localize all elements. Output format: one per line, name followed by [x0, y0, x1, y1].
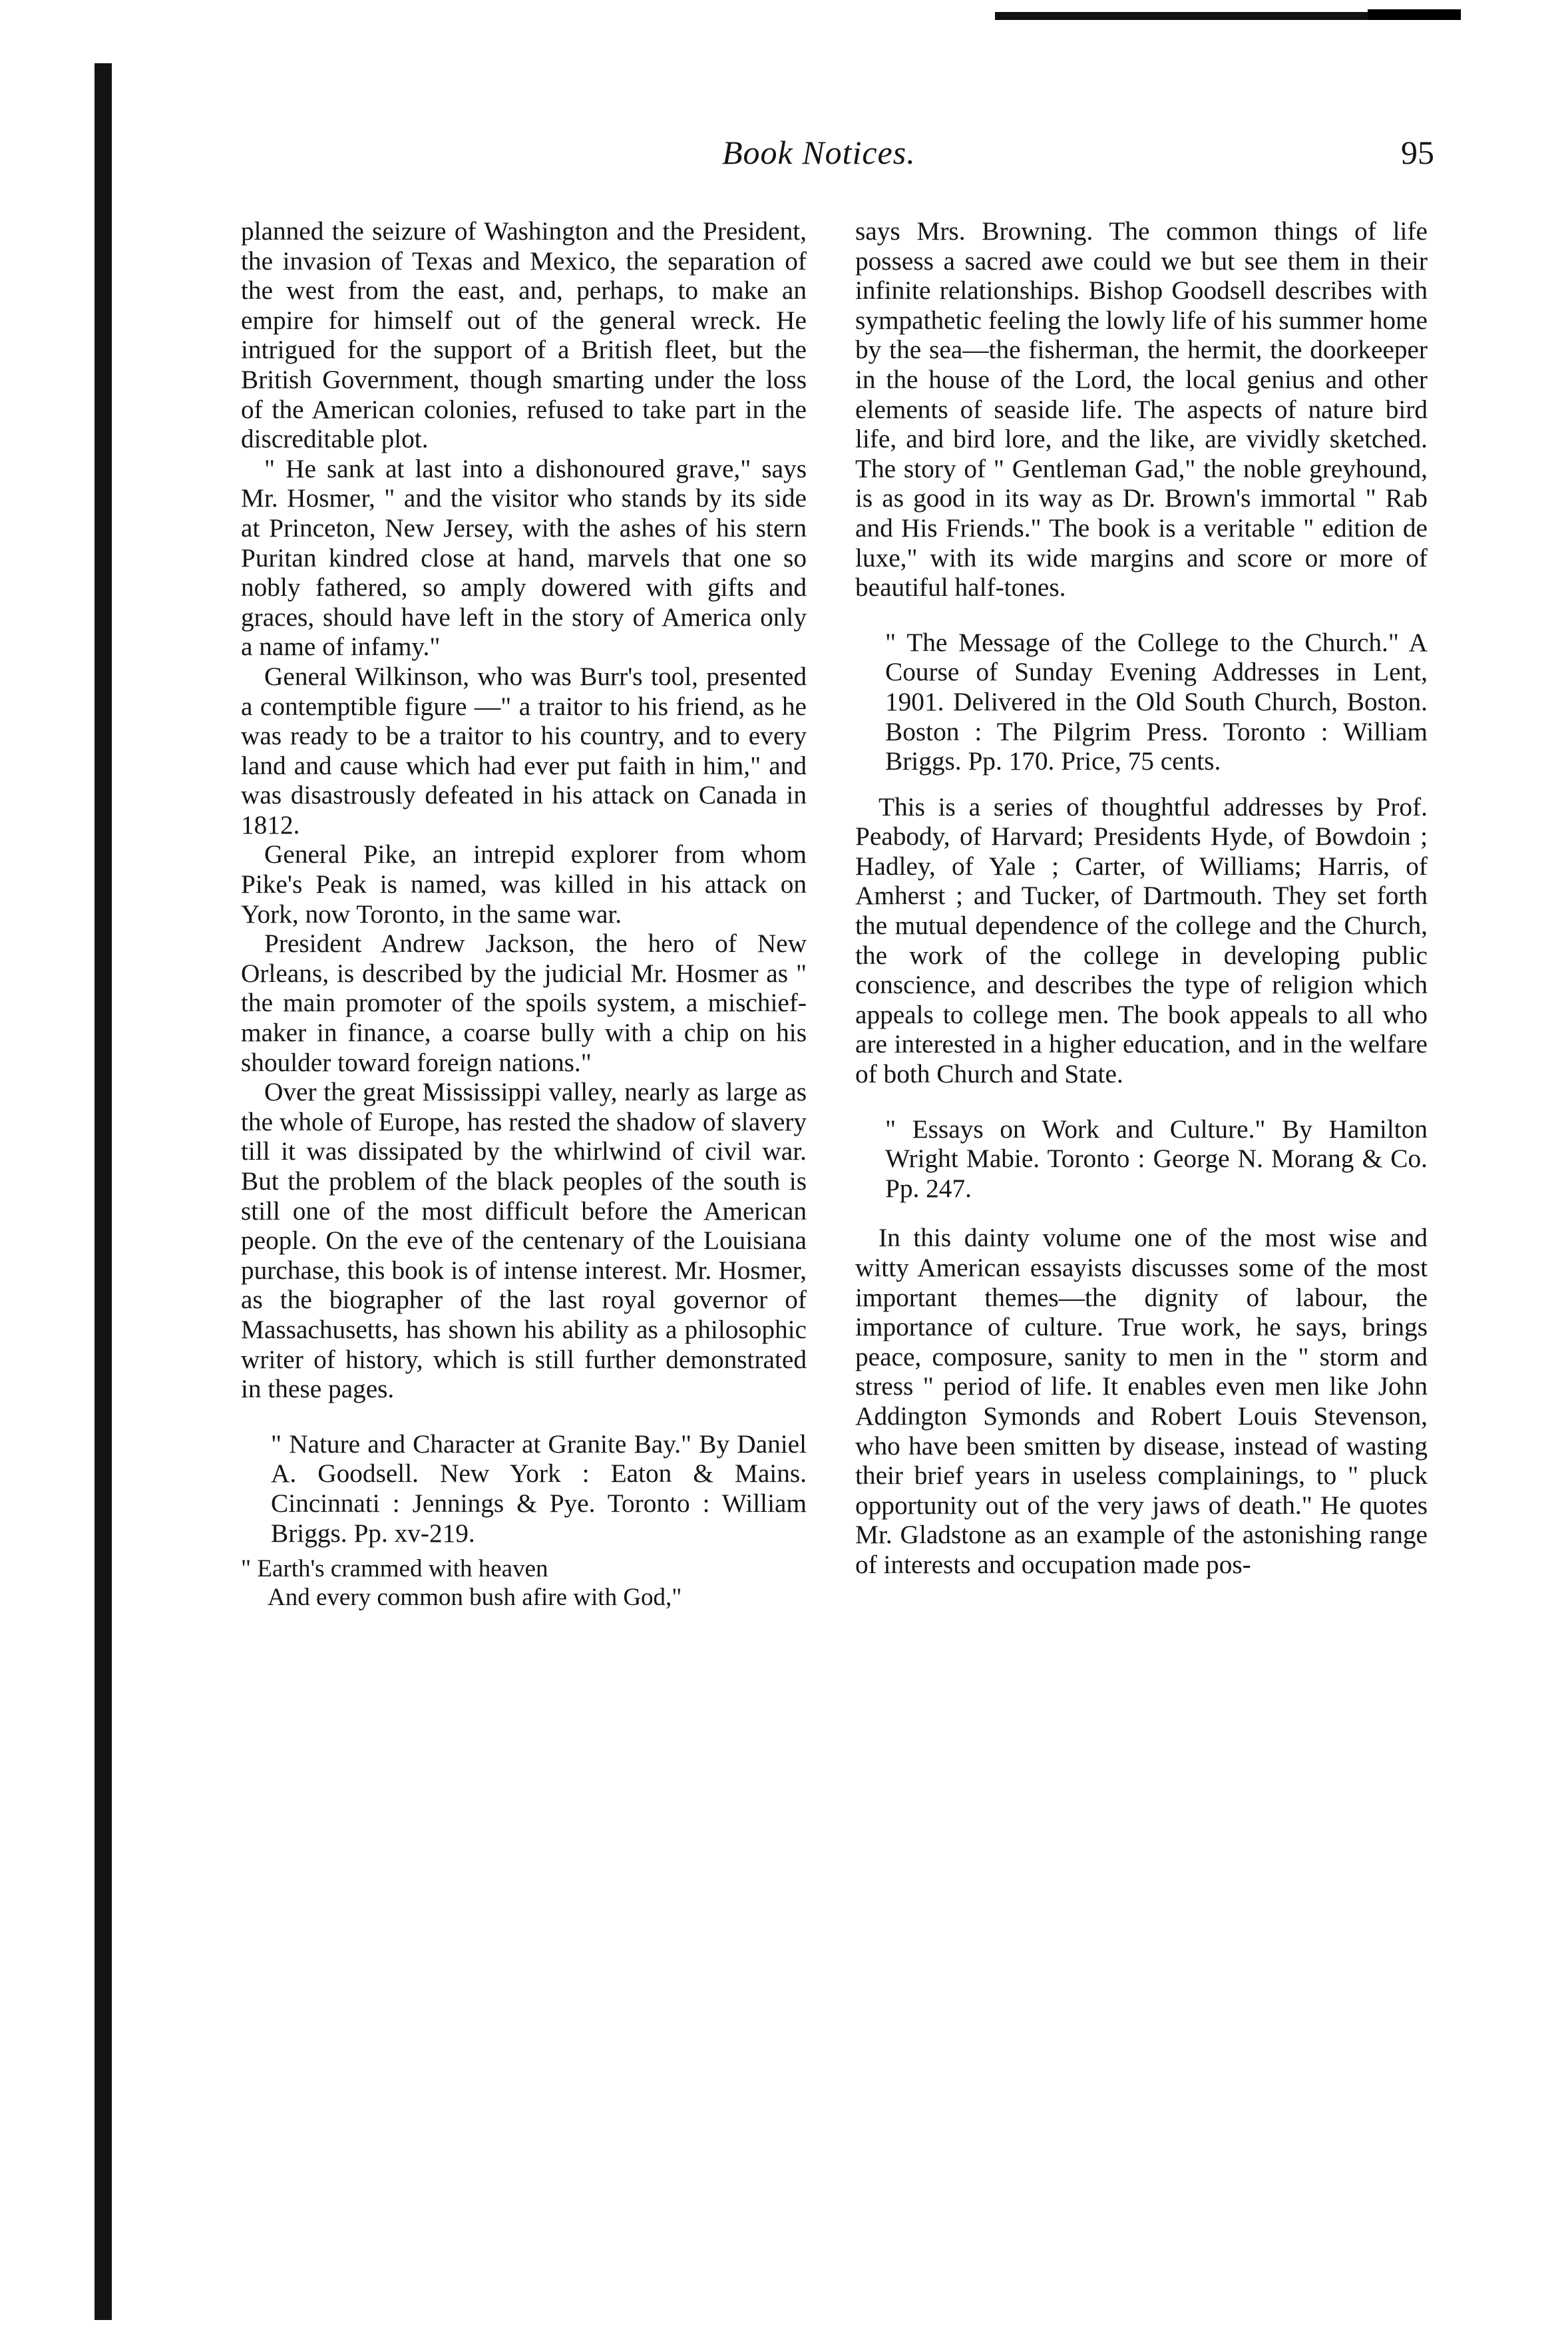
paragraph: President Andrew Jackson, the hero of New Orleans, is described by the judicial Mr. Hosmer as " the main promoter of the spoils system, a mischief-maker in finance, a coarse bully with a chip on his shoulder toward foreign nations." — [241, 929, 807, 1077]
paragraph: planned the seizure of Washington and the President, the invasion of Texas and Mexico, the separation of the west from the east, and, perhaps, to make an empire for himself out of the general wreck. He intrigued for the support of a British fleet, but the British Government, though smarting under the loss of the American colonies, refused to take part in the discreditable plot. — [241, 216, 807, 454]
paragraph: General Pike, an intrepid explorer from whom Pike's Peak is named, was killed in his attack on York, now Toronto, in the same war. — [241, 839, 807, 929]
book-citation: " Essays on Work and Culture." By Hamilton Wright Mabie. Toronto : George N. Morang & Co. Pp. 247. — [885, 1114, 1428, 1203]
book-citation: " Nature and Character at Granite Bay." By Daniel A. Goodsell. New York : Eaton & Mains. Cincinnati : Jennings & Pye. Toronto : William Briggs. Pp. xv-219. — [271, 1429, 807, 1548]
paragraph: Over the great Mississippi valley, nearly as large as the whole of Europe, has rested the shadow of slavery till it was dissipated by the whirlwind of civil war. But the problem of the black peoples of the south is still one of the most difficult before the American people. On the eve of the centenary of the Louisiana purchase, this book is of intense interest. Mr. Hosmer, as the biographer of the last royal governor of Massachusetts, has shown his ability as a philosophic writer of history, which is still further demonstrated in these pages. — [241, 1077, 807, 1404]
paragraph: This is a series of thoughtful addresses by Prof. Peabody, of Harvard; Presidents Hyde, of Bowdoin ; Hadley, of Yale ; Carter, of Williams; Harris, of Amherst ; and Tucker, of Dartmouth. They set forth the mutual dependence of the college and the Church, the work of the college in developing public conscience, and describes the type of religion which appeals to college men. The book appeals to all who are interested in a higher education, and in the welfare of both Church and State. — [855, 792, 1428, 1089]
right-column — [855, 216, 1428, 1580]
page-number: 95 — [1401, 134, 1434, 171]
scan-edge-bar — [95, 63, 112, 2320]
paragraph: says Mrs. Browning. The common things of life possess a sacred awe could we but see them in their infinite relationships. Bishop Goodsell describes with sympathetic feeling the lowly life of his summer home by the sea—the fisherman, the hermit, the doorkeeper in the house of the Lord, the local genius and other elements of seaside life. The aspects of nature bird life, and bird lore, and the like, are vividly sketched. The story of " Gentleman Gad," the noble greyhound, is as good in its way as Dr. Brown's immortal " Rab and His Friends." The book is a veritable " edition de luxe," with its wide margins and score or more of beautiful half-tones. — [855, 216, 1428, 602]
quote-line: " Earth's crammed with heaven — [241, 1555, 548, 1583]
paragraph: General Wilkinson, who was Burr's tool, presented a contemptible figure —" a traitor to his friend, as he was ready to be a traitor to his country, and to every land and cause which had ever put faith in him," and was disastrously defeated in his attack on Canada in 1812. — [241, 661, 807, 839]
poem-quote — [241, 1554, 807, 1612]
left-column — [241, 216, 807, 1612]
book-citation: " The Message of the College to the Church." A Course of Sunday Evening Addresses in Lent, 1901. Delivered in the Old South Church, Boston. Boston : The Pilgrim Press. Toronto : William Briggs. Pp. 170. Price, 75 cents. — [885, 627, 1428, 776]
quote-line: And every common bush afire with God," — [268, 1584, 682, 1612]
top-rule — [995, 12, 1461, 20]
paragraph: In this dainty volume one of the most wise and witty American essayists discusses some of the most important themes—the dignity of labour, the importance of culture. True work, he says, brings peace, composure, sanity to men in the " storm and stress " period of life. It enables even men like John Addington Symonds and Robert Louis Stevenson, who have been smitten by disease, instead of wasting their brief years in useless complainings, to " pluck opportunity out of the very jaws of death." He quotes Mr. Gladstone as an example of the astonishing range of interests and occupation made pos- — [855, 1223, 1428, 1579]
paragraph: " He sank at last into a dishonoured grave," says Mr. Hosmer, " and the visitor who stands by its side at Princeton, New Jersey, with the ashes of his stern Puritan kindred close at hand, marvels that one so nobly fathered, so amply dowered with gifts and graces, should have left in the story of America only a name of infamy." — [241, 453, 807, 662]
running-head: Book Notices. — [722, 134, 916, 171]
